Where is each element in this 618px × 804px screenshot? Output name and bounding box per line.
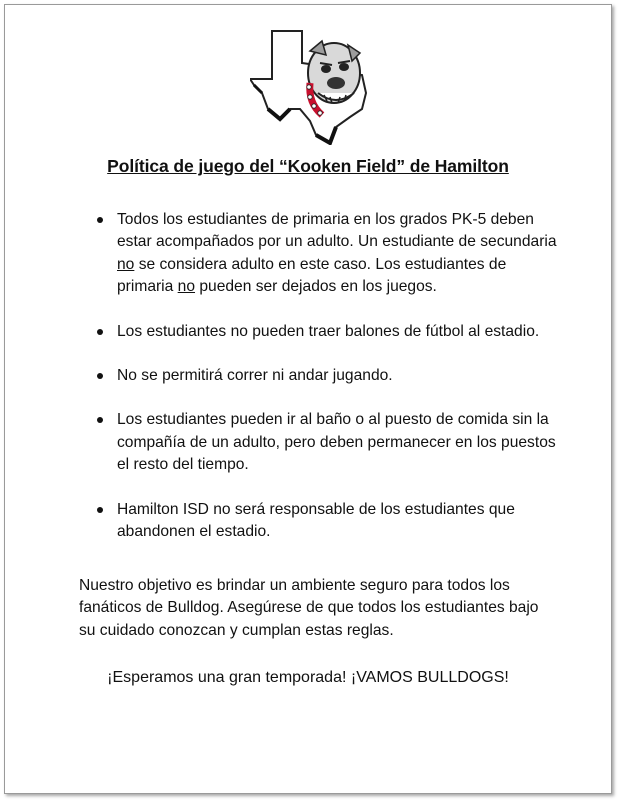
bullet-icon bbox=[97, 217, 103, 223]
emphasis-no: no bbox=[117, 255, 135, 273]
bullet-icon bbox=[97, 329, 103, 335]
rule-text: Hamilton ISD no será responsable de los estudiantes que abandonen el estadio. bbox=[117, 500, 515, 541]
list-item bbox=[95, 409, 565, 476]
texas-bulldog-logo-icon bbox=[250, 23, 378, 145]
rules-list bbox=[95, 209, 565, 543]
rule-text: No se permitirá correr ni andar jugando. bbox=[117, 367, 393, 385]
rule-text: Los estudiantes no pueden traer balones de fútbol al estadio. bbox=[117, 322, 540, 340]
list-item bbox=[95, 209, 565, 299]
list-item bbox=[95, 499, 565, 544]
rule-text: Los estudiantes pueden ir al baño o al puesto de comida sin la compañía de un adulto, pero deben permanecer en los puestos el resto del tiempo. bbox=[117, 411, 556, 474]
rule-text: Todos los estudiantes de primaria en los grados PK-5 deben estar acompañados por un adulto. Un estudiante de secundaria no se considera adulto en este caso. Los estudiantes de primaria no pueden ser dejados en los juegos. bbox=[117, 211, 557, 296]
closing-paragraph: Nuestro objetivo es brindar un ambiente seguro para todos los fanáticos de Bulldog. Asegúrese de que todos los estudiantes bajo su cuidado conozcan y cumplan estas reglas. bbox=[79, 577, 539, 639]
slogan: ¡Esperamos una gran temporada! ¡VAMOS BULLDOGS! bbox=[107, 669, 509, 686]
page-title: Política de juego del “Kooken Field” de Hamilton bbox=[107, 156, 509, 176]
flyer-page bbox=[4, 4, 612, 794]
bullet-icon bbox=[97, 417, 103, 423]
list-item bbox=[95, 365, 565, 387]
list-item bbox=[95, 321, 565, 343]
bullet-icon bbox=[97, 373, 103, 379]
emphasis-no: no bbox=[177, 278, 196, 296]
bullet-icon bbox=[97, 507, 103, 513]
